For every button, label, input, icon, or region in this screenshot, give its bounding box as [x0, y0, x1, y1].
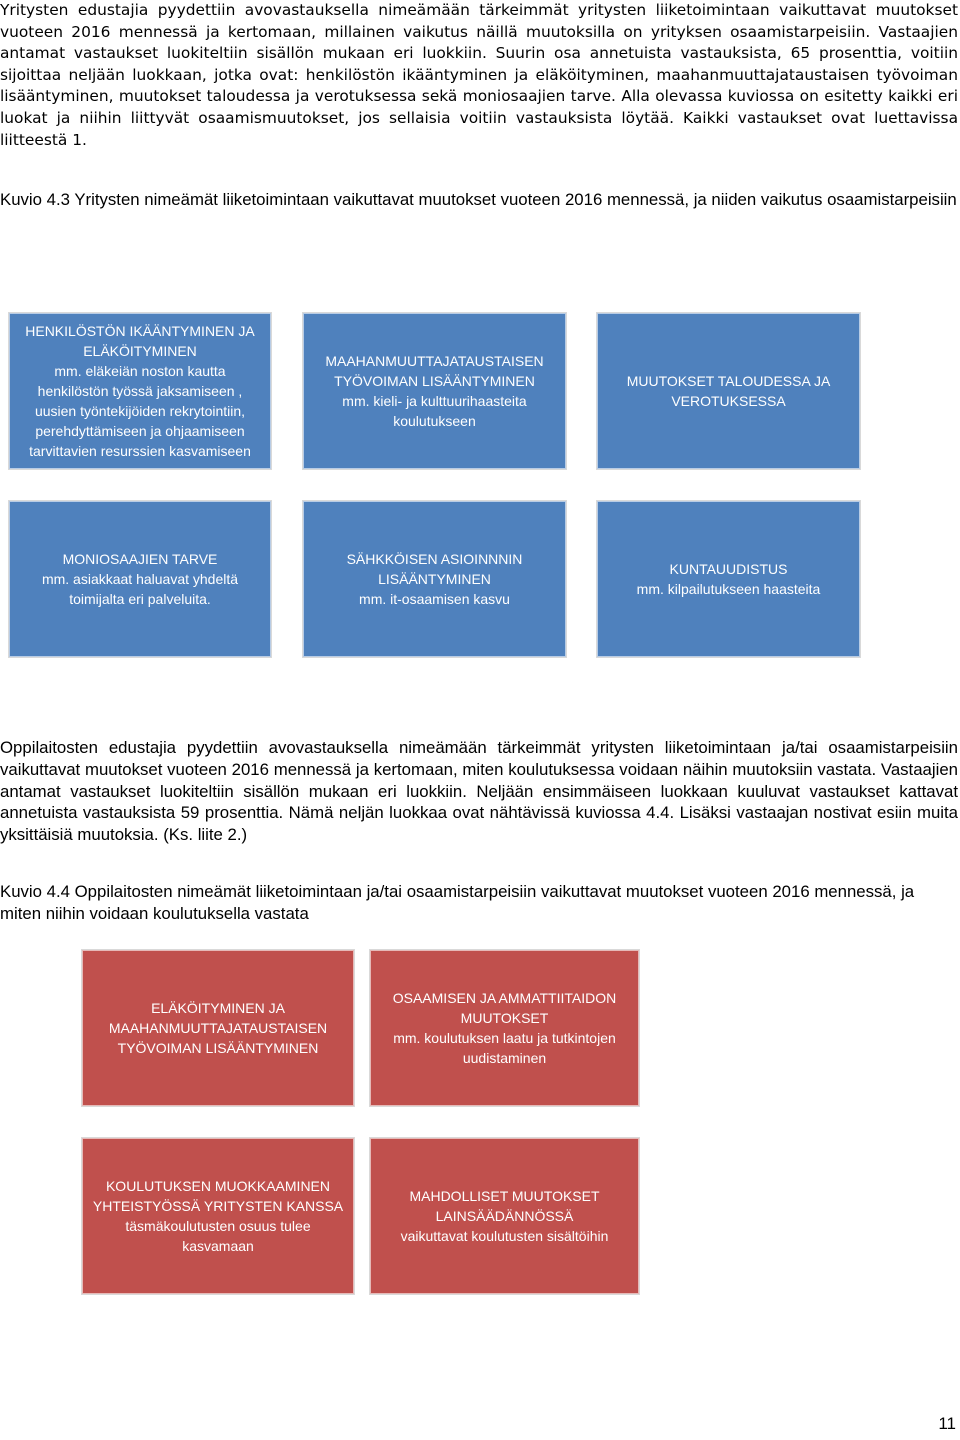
box-detail: mm. eläkeiän noston kautta henkilöstön työssä jaksamiseen , uusien työntekijöiden rekrytointiin, perehdyttämiseen ja ohjaamiseen tarvittavien resurssien kasvamiseen — [29, 363, 251, 459]
box-heading: SÄHKKÖISEN ASIOINNNIN LISÄÄNTYMINEN — [346, 551, 523, 587]
box-heading: MUUTOKSET TALOUDESSA JA VEROTUKSESSA — [626, 373, 831, 409]
box-detail: mm. koulutuksen laatu ja tutkintojen uudistaminen — [393, 1030, 616, 1066]
box-detail: mm. kilpailutukseen haasteita — [636, 581, 821, 597]
box-heading: KUNTAUUDISTUS — [669, 561, 788, 577]
figure-4-3-box-aging-retirement — [9, 313, 271, 469]
figure-4-3-box-immigrant-workforce — [303, 313, 566, 469]
box-heading: KOULUTUKSEN MUOKKAAMINEN YHTEISTYÖSSÄ YRITYSTEN KANSSA — [92, 1178, 344, 1214]
box-heading: HENKILÖSTÖN IKÄÄNTYMINEN JA ELÄKÖITYMINEN — [25, 323, 255, 359]
figure-4-3-box-multiskill-need — [9, 501, 271, 657]
box-heading: OSAAMISEN JA AMMATTIITAIDON MUUTOKSET — [392, 990, 617, 1026]
box-heading: MONIOSAAJIEN TARVE — [62, 551, 218, 567]
box-heading: ELÄKÖITYMINEN JA MAAHANMUUTTAJATAUSTAISEN TYÖVOIMAN LISÄÄNTYMINEN — [108, 1000, 328, 1056]
box-detail: mm. asiakkaat haluavat yhdeltä toimijalta eri palveluita. — [41, 571, 239, 607]
figure-4-4-box-legislation-changes — [370, 1138, 639, 1294]
figure-4-4-box-retirement-immigration — [82, 950, 354, 1106]
box-heading: MAAHANMUUTTAJATAUSTAISEN TYÖVOIMAN LISÄÄNTYMINEN — [325, 353, 544, 389]
figure-4-4-box-skills-changes — [370, 950, 639, 1106]
box-detail: mm. it-osaamisen kasvu — [359, 591, 510, 607]
box-detail: mm. kieli- ja kulttuurihaasteita koulutukseen — [342, 393, 527, 429]
box-detail: vaikuttavat koulutusten sisältöihin — [400, 1228, 609, 1244]
figure-4-3-box-electronic-services — [303, 501, 566, 657]
second-paragraph: Oppilaitosten edustajia pyydettiin avovastauksella nimeämään tärkeimmät yritysten liiketoimintaan ja/tai osaamistarpeisiin vaikuttavat muutokset vuoteen 2016 mennessä ja kertomaan, miten koulutuksessa voidaan näihin muutoksiin vastata. Vastaajien antamat vastaukset luokiteltiin sisällön mukaan eri luokkiin. Neljään ensimmäiseen luokkaan kuuluvat vastaukset kattavat annetuista vastauksista 59 prosenttia. Nämä neljän luokkaa ovat nähtävissä kuviossa 4.4. Lisäksi vastaajan nostivat esiin muita yksittäisiä muutoksia. (Ks. liite 2.) — [0, 738, 958, 845]
box-detail: täsmäkoulutusten osuus tulee kasvamaan — [125, 1218, 311, 1254]
figure-4-3-box-municipal-reform — [597, 501, 860, 657]
figure-4-4-box-training-cooperation — [82, 1138, 354, 1294]
page-number: 11 — [938, 1414, 956, 1433]
intro-paragraph: Yritysten edustajia pyydettiin avovastauksella nimeämään tärkeimmät yritysten liiketoimintaan vaikuttavat muutokset vuoteen 2016 mennessä ja kertomaan, millainen vaikutus näillä muutoksilla on yrityksen osaamistarpeisiin. Vastaajien antamat vastaukset luokiteltiin sisällön mukaan eri luokkiin. Suurin osa annetuista vastauksista, 65 prosenttia, voitiin sijoittaa neljään luokkaan, jotka ovat: henkilöstön ikääntyminen ja eläköityminen, maahanmuuttajataustaisen työvoiman lisääntyminen, muutokset taloudessa ja verotuksessa sekä moniosaajien tarve. Alla olevassa kuviossa on esitetty kaikki eri luokat ja niihin liittyvät osaamismuutokset, jos sellaisia voitiin vastauksista löytää. Kaikki vastaukset ovat luettavissa liitteestä 1. — [0, 1, 958, 149]
figure-4-4-caption: Kuvio 4.4 Oppilaitosten nimeämät liiketoimintaan ja/tai osaamistarpeisiin vaikuttavat muutokset vuoteen 2016 mennessä, ja miten niihin voidaan koulutuksella vastata — [0, 882, 915, 923]
figure-4-3-box-economy-taxation — [597, 313, 860, 469]
box-heading: MAHDOLLISET MUUTOKSET LAINSÄÄDÄNNÖSSÄ — [409, 1188, 600, 1224]
figure-4-3-caption: Kuvio 4.3 Yritysten nimeämät liiketoimintaan vaikuttavat muutokset vuoteen 2016 mennessä, ja niiden vaikutus osaamistarpeisiin — [0, 190, 957, 209]
